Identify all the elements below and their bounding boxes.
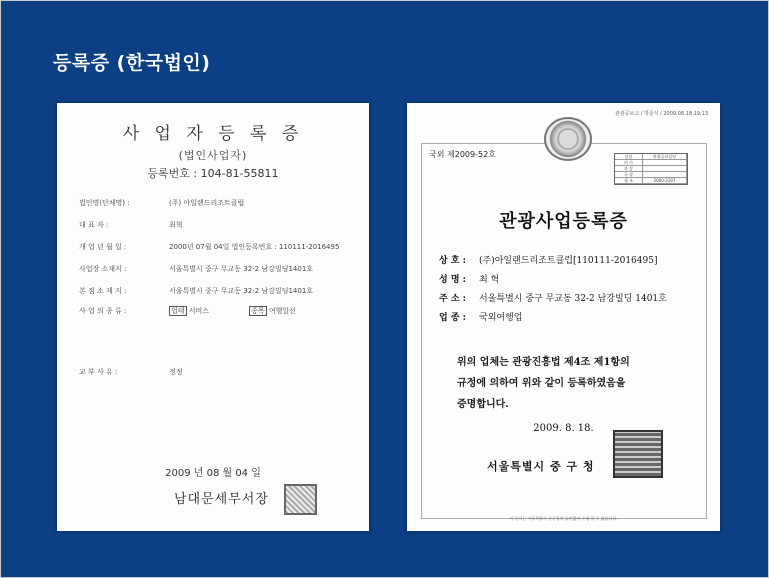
row-value: (주)아일랜드리조트클럽[110111-2016495] <box>479 256 658 266</box>
business-item-value: 여행알선 <box>268 307 296 315</box>
row-label: 주 소 : <box>439 294 466 304</box>
row-label: 대 표 자 : <box>79 221 109 229</box>
stamp-cell: 담당 <box>615 154 643 160</box>
slide-title: 등록증 (한국법인) <box>53 52 211 74</box>
business-type-value: 서비스 <box>188 307 210 315</box>
row-value: 서울특별시 중구 무교동 32-2 남강빌딩 1401호 <box>479 294 667 304</box>
doc2-body: 위의 업체는 관광진흥법 제4조 제1항의 규정에 의하여 위와 같이 등록하였음을 증명합니다. <box>457 357 630 410</box>
stamp-cell: 2060-2197 <box>643 178 687 184</box>
doc2-date: 2009. 8. 18. <box>533 423 594 434</box>
doc1-row <box>79 220 183 230</box>
tourism-registration-certificate <box>407 103 720 531</box>
doc1-row <box>79 264 313 274</box>
row-value: 서울특별시 중구 무교동 32-2 남강빌딩1401호 <box>169 265 314 273</box>
doc1-row <box>79 286 313 296</box>
doc2-row <box>439 272 499 285</box>
emblem-icon <box>544 117 592 161</box>
doc2-issuer: 서울특별시 중 구 청 <box>487 460 595 473</box>
doc1-reg-number: 등록번호 : 104-81-55811 <box>147 167 279 180</box>
row-value: (주) 아일랜드리조트클럽 <box>169 199 245 207</box>
row-value: 최혁 <box>169 221 183 229</box>
stamp-cell: 과 장 <box>615 166 643 172</box>
business-registration-certificate <box>57 103 369 531</box>
row-label: 교 부 사 유 : <box>79 368 118 376</box>
doc2-title: 관광사업등록증 <box>499 211 628 232</box>
stamp-cell: 허 가 <box>615 160 643 166</box>
doc1-row <box>79 198 244 208</box>
row-label: 법인명(단체명) : <box>79 199 130 207</box>
doc2-number: 국외 제2009-52호 <box>429 150 496 159</box>
row-value: 2000년 07월 04일 법인등록번호 : 110111-2016495 <box>169 243 340 251</box>
row-value: 정정 <box>169 368 183 376</box>
doc2-footer: 이 문서는 서울특별시 중구청의 승인없이 수정 할 수 없습니다. <box>509 516 618 521</box>
row-label: 사 업 의 종 류 : <box>79 307 127 315</box>
row-value: 최 혁 <box>479 275 500 285</box>
doc1-office: 남대문세무서장 <box>174 492 269 507</box>
row-label: 성 명 : <box>439 275 466 285</box>
official-seal <box>613 430 663 478</box>
row-label: 개 업 년 월 일 : <box>79 243 127 251</box>
doc1-subtitle: (법인사업자) <box>178 149 248 162</box>
doc2-row <box>439 310 522 323</box>
doc1-row <box>79 242 339 252</box>
doc1-row <box>79 306 296 316</box>
stamp-cell: 관광공보담당 <box>643 154 687 160</box>
row-value: 국외여행업 <box>479 313 523 323</box>
row-label: 본 점 소 재 지 : <box>79 287 127 295</box>
row-label: 업 종 : <box>439 313 466 323</box>
doc1-row <box>79 367 183 377</box>
business-item-tag: 종목 <box>251 307 265 315</box>
official-seal <box>284 484 317 515</box>
approval-stamp-grid <box>614 153 688 185</box>
doc2-top-note: 관광공보고 / 박문식 / 2009.08.18 19:13 <box>615 111 708 117</box>
row-label: 상 호 : <box>439 256 466 266</box>
row-label: 사업장 소재지 : <box>79 265 127 273</box>
doc1-date: 2009 년 08 월 04 일 <box>165 468 261 479</box>
row-value: 서울특별시 중구 무교동 32-2 남강빌딩1401호 <box>169 287 314 295</box>
doc2-row <box>439 253 657 266</box>
doc2-row <box>439 291 667 304</box>
doc1-title: 사 업 자 등 록 증 <box>122 124 304 144</box>
stamp-cell: 국 장 <box>615 172 643 178</box>
business-type-tag: 업태 <box>171 307 185 315</box>
stamp-cell: 협 조 <box>615 178 643 184</box>
